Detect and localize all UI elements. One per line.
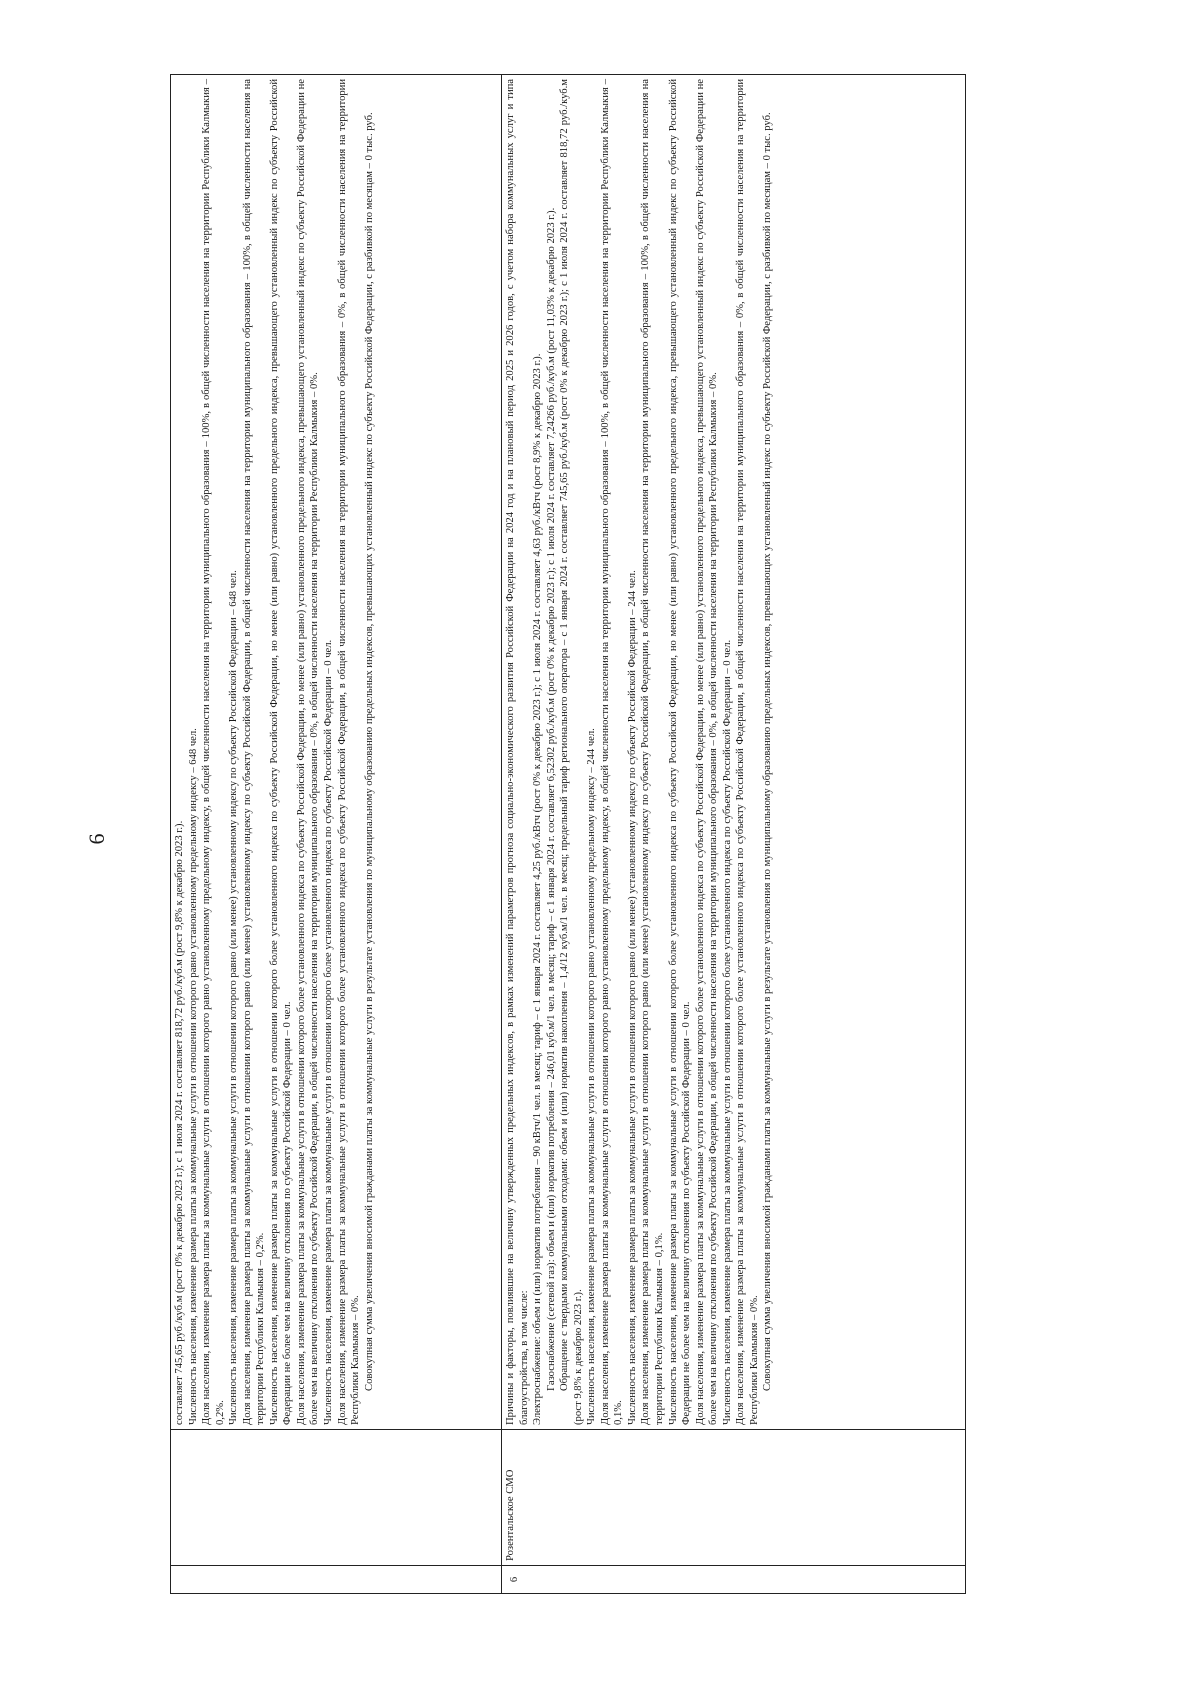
paragraph: Доля населения, изменение размера платы за коммунальные услуги в отношении которого более установленного индекса по субъекту Российской Федерации, в общей численности населения на территории муниципального образования – 0%, в общей численности населения на территории Республики Калмыкия – 0%. [336, 79, 362, 1425]
table-row [502, 75, 966, 1594]
paragraph: Доля населения, изменение размера платы за коммунальные услуги в отношении которого равно установленному предельному индексу, в общей численности населения на территории муниципального образования – 100%, в общей численности населения на территории Республики Калмыкия – 0,1%. [599, 79, 625, 1425]
paragraph: Численность населения, изменение размера платы за коммунальные услуги в отношении которого равно (или менее) установленному индексу по субъекту Российской Федерации – 244 чел. [626, 570, 638, 1425]
paragraph: Совокупная сумма увеличения вносимой гражданами платы за коммунальные услуги в результате установления по муниципальному образованию предельных индексов, превышающих установленный индекс по субъекту Российской Федерации, с разбивкой по месяцам – 0 тыс. руб. [363, 112, 375, 1391]
tariff-index-table [170, 74, 966, 1594]
paragraph: Численность населения, изменение размера платы за коммунальные услуги в отношении которого более установленного индекса по субъекту Российской Федерации, но менее (или равно) установленного предельного индекса, превышающего установленный индекс по субъекту Российской Федерации не более чем на величину отклонения по субъекту Российской Федерации – 0 чел. [667, 79, 693, 1425]
paragraph: составляет 745,65 руб./куб.м (рост 0% к декабрю 2023 г.); с 1 июля 2024 г. составляет 818,72 руб./куб.м (рост 9,8% к декабрю 2023 г.). [174, 820, 185, 1425]
paragraph: Численность населения, изменение размера платы за коммунальные услуги в отношении которого более установленного индекса по субъекту Российской Федерации – 0 чел. [721, 639, 733, 1425]
row-number-cell [171, 1566, 502, 1594]
paragraph: Доля населения, изменение размера платы за коммунальные услуги в отношении которого равно (или менее) установленному индексу по субъекту Российской Федерации, в общей численности населения на территории муниципального образования – 100%, в общей численности населения на территории Республики Калмыкия – 0,1%. [640, 79, 666, 1425]
municipality-name-cell: Розентальское СМО [502, 1430, 966, 1566]
paragraph: Численность населения, изменение размера платы за коммунальные услуги в отношении которого равно установленному предельному индексу – 648 чел. [187, 728, 199, 1425]
page-number: 6 [84, 833, 109, 845]
paragraph: Совокупная сумма увеличения вносимой гражданами платы за коммунальные услуги в результате установления по муниципальному образованию предельных индексов, превышающих установленный индекс по субъекту Российской Федерации, с разбивкой по месяцам – 0 тыс. руб. [762, 112, 774, 1391]
description-cell [502, 75, 966, 1430]
description-cell [171, 75, 502, 1430]
paragraph: Обращение с твердыми коммунальными отходами: объем и (или) норматив накопления – 1,4/12 куб.м/1 чел. в месяц; предельный тариф регионального оператора – с 1 января 2024 г. составляет 745,65 руб./куб.м (рост 0% к декабрю 2023 г.); с 1 июля 2024 г. составляет 818,72 руб./куб.м (рост 9,8% к декабрю 2023 г.). [559, 79, 584, 1425]
row-number-cell: 6 [502, 1566, 966, 1594]
paragraph: Газоснабжение (сетевой газ): объем и (или) норматив потребления – 246,01 куб.м/1 чел. в месяц; тариф – с 1 января 2024 г. составляет 6,52302 руб./куб.м (рост 0% к декабрю 2023 г.); с 1 июля 2024 г. составляет 7,24266 руб./куб.м (рост 11,03% к декабрю 2023 г.). [545, 207, 557, 1391]
paragraph: Доля населения, изменение размера платы за коммунальные услуги в отношении которого равно (или менее) установленному индексу по субъекту Российской Федерации, в общей численности населения на территории муниципального образования – 100%, в общей численности населения на территории Республики Калмыкия – 0,2%. [241, 79, 267, 1425]
paragraph: Причины и факторы, повлиявшие на величину утвержденных предельных индексов, в рамках изменений параметров прогноза социально-экономического развития Российской Федерации на 2024 год и на плановый период 2025 и 2026 годов, с учетом набора коммунальных услуг и типа благоустройства, в том числе: [505, 79, 530, 1425]
paragraph: Численность населения, изменение размера платы за коммунальные услуги в отношении которого равно (или менее) установленному индексу по субъекту Российской Федерации – 648 чел. [228, 570, 240, 1425]
paragraph: Доля населения, изменение размера платы за коммунальные услуги в отношении которого равно установленному предельному индексу, в общей численности населения на территории муниципального образования – 100%, в общей численности населения на территории Республики Калмыкия – 0,2%. [201, 79, 226, 1425]
paragraph: Доля населения, изменение размера платы за коммунальные услуги в отношении которого более установленного индекса по субъекту Российской Федерации, в общей численности населения на территории муниципального образования – 0%, в общей численности населения на территории Республики Калмыкия – 0%. [735, 79, 760, 1425]
municipality-name-cell [171, 1430, 502, 1566]
paragraph: Численность населения, изменение размера платы за коммунальные услуги в отношении которого более установленного индекса по субъекту Российской Федерации – 0 чел. [323, 639, 335, 1425]
paragraph: Численность населения, изменение размера платы за коммунальные услуги в отношении которого более установленного индекса по субъекту Российской Федерации, но менее (или равно) установленного предельного индекса, превышающего установленный индекс по субъекту Российской Федерации не более чем на величину отклонения по субъекту Российской Федерации – 0 чел. [268, 79, 294, 1425]
paragraph: Доля населения, изменение размера платы за коммунальные услуги в отношении которого более установленного индекса по субъекту Российской Федерации, но менее (или равно) установленного предельного индекса, превышающего установленный индекс по субъекту Российской Федерации не более чем на величину отклонения по субъекту Российской Федерации, в общей численности населения на территории муниципального образования – 0%, в общей численности населения на территории Республики Калмыкия – 0%. [295, 79, 321, 1425]
paragraph: Электроснабжение: объем и (или) норматив потребления – 90 кВтч/1 чел. в месяц; тариф – с 1 января 2024 г. составляет 4,25 руб./кВтч (рост 0% к декабрю 2023 г.); с 1 июля 2024 г. составляет 4,63 руб./кВтч (рост 8,9% к декабрю 2023 г.). [532, 353, 544, 1425]
paragraph: Численность населения, изменение размера платы за коммунальные услуги в отношении которого равно установленному предельному индексу – 244 чел. [586, 728, 598, 1425]
paragraph: Доля населения, изменение размера платы за коммунальные услуги в отношении которого более установленного индекса по субъекту Российской Федерации, но менее (или равно) установленного предельного индекса, превышающего установленный индекс по субъекту Российской Федерации не более чем на величину отклонения по субъекту Российской Федерации, в общей численности населения на территории муниципального образования – 0%, в общей численности населения на территории Республики Калмыкия – 0%. [694, 79, 720, 1425]
table-row [171, 75, 502, 1594]
